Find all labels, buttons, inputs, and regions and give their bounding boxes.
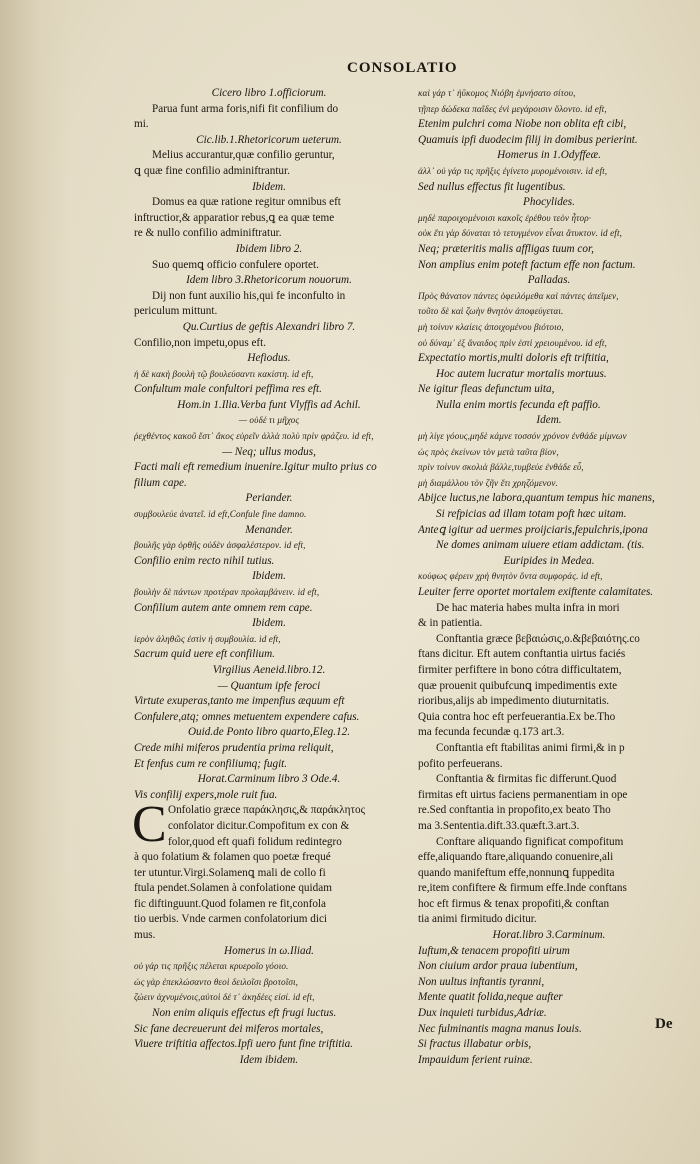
text-line: — Quantum ipfe feroci <box>217 679 321 692</box>
text-line: Non ciuium ardor praua iubentium, <box>418 960 578 973</box>
text-line: Palladas. <box>527 274 571 287</box>
text-line: tia animi firmitudo dicitur. <box>418 913 537 926</box>
text-line: Horat.Carminum libro 3 Ode.4. <box>197 773 341 786</box>
text-line: Virgilius Aeneid.libro.12. <box>212 663 326 676</box>
text-line: firmitas eft uirtus faciens permanentiam in ope <box>418 788 628 801</box>
text-line: τοῦτο δὲ καὶ ζωὴν θνητὸν ἀποφεύγεται. <box>418 306 564 317</box>
text-line: ἱερὸν ἀληθῶς ἐστὶν ἡ συμβουλία. id eft, <box>134 633 281 644</box>
text-line: Conftare aliquando fignificat compofitum <box>436 835 624 848</box>
text-line: Leuiter ferre oportet mortalem exiftente calamitates. <box>418 586 654 598</box>
text-line: Idem ibidem. <box>239 1053 299 1066</box>
text-line: ζώειν ἀχνυμένοις,αὐτοὶ δέ τ᾽ ἀκηδέες εἰσί. id eft, <box>134 992 315 1003</box>
left-column <box>134 86 404 1068</box>
text-line: Ibidem. <box>252 617 286 630</box>
right-column <box>418 86 680 1068</box>
text-line: rioribus,alijs ab impedimento diuturnitatis. <box>418 695 610 708</box>
text-line: Ne domes animam uiuere etiam addictam. (tis. <box>436 539 645 552</box>
text-line: confolator dicitur.Compofitum ex con & <box>168 819 350 832</box>
text-line: Facti mali eft remedium inuenire.Igitur multo prius co <box>134 461 377 474</box>
text-line: Suo quemꝗ officio confulere oportet. <box>152 258 319 271</box>
right-column-lines <box>418 86 680 1068</box>
text-line: Si fractus illabatur orbis, <box>418 1038 532 1051</box>
text-line: Nec fulminantis magna manus Iouis. <box>418 1022 582 1035</box>
text-line: Quia contra hoc eft perfeuerantia.Ex be.Tho <box>418 710 616 723</box>
text-line: Nulla enim mortis fecunda eft paffio. <box>436 398 601 411</box>
text-line: Et fenfus cum re confiliumq; fugit. <box>134 757 288 770</box>
text-line: Non enim aliquis effectus eft frugi luctus. <box>152 1007 337 1020</box>
text-line: Qu.Curtius de geftis Alexandri libro 7. <box>182 320 356 333</box>
text-line: ma 3.Sententia.dift.33.quæft.3.art.3. <box>418 819 580 832</box>
text-line: Ibidem libro 2. <box>235 242 303 255</box>
text-line: μὴ λίγε γόους,μηδὲ κάμνε τοσσόν χρόνον ἐνθάδε μίμνων <box>418 431 627 442</box>
text-line: Dux inquieti turbidus,Adriæ. <box>418 1007 547 1020</box>
text-line: τῇπερ δώδεκα παῖδες ἐνὶ μεγάροισιν ὄλοντο. id eft, <box>418 103 607 114</box>
text-line: quando manifeftum effe,nonnunꝗ fuppedita <box>418 866 615 879</box>
text-line: De hac materia habes multa infra in mori <box>436 601 620 614</box>
text-line: mus. <box>134 929 156 942</box>
text-line: Ibidem. <box>252 570 286 583</box>
text-line: ἀλλ᾽ οὐ γάρ τις πρῆξις ἐγίνετο μυρομένοισιν. id eft, <box>418 165 608 176</box>
text-line: Ne igitur fleas defunctum uita, <box>418 383 555 396</box>
text-line: ftula pendet.Solamen à confolatione quidam <box>134 882 332 895</box>
text-line: Mente quatit folida,neque aufter <box>418 991 563 1004</box>
drop-cap: C <box>132 796 167 854</box>
text-line: Confilio,non impetu,opus eft. <box>134 336 267 349</box>
text-line: Sic fane decreuerunt dei miferos mortales, <box>134 1022 324 1035</box>
text-line: effe,aliquando ftare,aliquando conuenire,ali <box>418 851 614 864</box>
text-line: Non amplius enim poteft factum effe non factum. <box>418 258 636 271</box>
text-line: συμβουλεύε ἀνατεῖ. id eft,Confule fine damno. <box>134 509 307 520</box>
text-line: Periander. <box>245 492 293 505</box>
text-line: Ouid.de Ponto libro quarto,Eleg.12. <box>187 726 351 739</box>
text-line: Homerus in ω.Iliad. <box>224 944 314 957</box>
text-line: Domus ea quæ ratione regitur omnibus eft <box>152 196 341 209</box>
text-line: periculum mittunt. <box>134 305 218 318</box>
text-line: — Neq; ullus modus, <box>222 445 316 458</box>
text-line: Non uultus inftantis tyranni, <box>418 975 545 988</box>
text-line: ἡ δὲ κακὴ βουλὴ τῷ βουλεύσαντι κακίστη. id eft, <box>134 368 314 379</box>
text-line: tio uerbis. Vnde carmen confolatorium dici <box>134 913 328 926</box>
text-line: ftans dicitur. Eft autem conftantia uirtus faciés <box>418 648 626 661</box>
text-line: Menander. <box>245 523 293 536</box>
text-line: Hom.in 1.Ilia.Verba funt Vlyffis ad Achil. <box>177 398 361 411</box>
text-line: Melius accurantur,quæ confilio geruntur, <box>152 149 335 162</box>
text-line: pofito perfeuerans. <box>418 757 503 770</box>
text-line: Parua funt arma foris,nifi fit confilium do <box>152 102 339 115</box>
text-line: Impauidum ferient ruinæ. <box>418 1053 533 1066</box>
text-line: Sed nullus effectus fit lugentibus. <box>418 180 566 193</box>
page-gutter-shadow <box>0 0 70 1164</box>
text-line: Conftantia eft ftabilitas animi firmi,& in p <box>436 741 625 754</box>
left-column-quotes <box>134 850 404 1068</box>
text-line: Ibidem. <box>252 180 286 193</box>
text-line: οὐκ ἔτι γὰρ δύναται τὸ τετυγμένον εἶναι ἄτυκτον. id eft, <box>418 228 623 239</box>
text-line: Hoc autem lucratur mortalis mortuus. <box>436 367 607 380</box>
text-line: mi. <box>134 118 149 131</box>
text-line: fic diftinguunt.Quod folamen re fit,confola <box>134 897 326 910</box>
text-line: Horat.libro 3.Carminum. <box>492 929 606 942</box>
text-line: Hefiodus. <box>247 352 291 365</box>
text-line: Neq; præteritis malis affligas tuum cor, <box>418 242 594 255</box>
text-line: Expectatio mortis,multi doloris eft triftitia, <box>418 352 609 365</box>
text-line: μὴ διαμάλλου τὸν ζῆν ἔτι χρηζόμενον. <box>418 477 558 488</box>
text-line: Confilio enim recto nihil tutius. <box>134 554 275 567</box>
text-line: Confulere,atq; omnes metuentem expendere cafus. <box>134 710 360 723</box>
text-line: Idem libro 3.Rhetoricorum nouorum. <box>186 274 352 287</box>
text-line: re.Sed conftantia in propofito,ex beato Tho <box>418 804 611 817</box>
text-line: hoc eft firmus & tenax propofiti,& conftan <box>418 897 610 910</box>
text-line: Phocylides. <box>523 196 575 209</box>
text-line: οὐ δύναμ᾽ ἐξ ἄναιδος πρὶν ἐστὶ χρειουμένου. id eft, <box>418 337 607 348</box>
text-line: Dij non funt auxilio his,qui fe inconfulto in <box>152 289 346 302</box>
text-line: μὴ τοίνυν κλαίεις ἀποιχομένου βιότοιο, <box>418 321 564 332</box>
running-header: CONSOLATIO <box>347 60 458 76</box>
definition-lines <box>168 803 404 850</box>
text-line: Sacrum quid uere eft confilium. <box>134 648 275 661</box>
text-line: folor,quod eft quafi folidum redintegro <box>168 835 342 848</box>
text-line: Anteꝗ igitur ad uermes proijciaris,fepulchris,ipona <box>418 523 648 536</box>
text-line: re & nullo confilio adminiftratur. <box>134 227 282 240</box>
text-line: Conftantia græce βεβαιώσις,ο.&βεβαιότης.co <box>436 632 640 645</box>
text-line: ὡς πρὸς ἐκείνων τὸν μετὰ ταῦτα βίον, <box>418 446 559 457</box>
text-line: Homerus in 1.Odyffeæ. <box>497 149 601 162</box>
text-line: Cicero libro 1.officiorum. <box>211 87 327 99</box>
text-line: Confilium autem ante omnem rem cape. <box>134 601 313 614</box>
text-line: re,item confiftere & firmum effe.Inde conftans <box>418 882 627 895</box>
text-line: βουλῆς γὰρ ὀρθῆς οὐδὲν ἀσφαλέστερον. id eft, <box>134 540 306 551</box>
text-line: & in patientia. <box>418 617 483 630</box>
left-column-lines <box>134 86 404 803</box>
text-line: à quo folatium & folamen quo poetæ frequé <box>134 851 331 864</box>
text-line: Πρὸς θάνατον πάντες ὀφειλόμεθα καὶ πάντες ἀπεῖμεν, <box>418 290 619 301</box>
text-line: Idem. <box>536 414 562 427</box>
text-line: ὡς γὰρ ἐπεκλώσαντο θεοὶ δειλοῖσι βροτοῖσι, <box>134 976 299 987</box>
text-line: Vis confilij expers,mole ruit fua. <box>134 788 278 801</box>
text-line: Onfolatio græce παράκλησις,& παράκλητος <box>168 804 366 817</box>
text-line: quæ prouenit quibufcunꝗ impedimentis exte <box>418 679 618 692</box>
text-line: οὐ γάρ τις πρῆξις πέλεται κρυεροῖο γόοιο. <box>134 961 289 972</box>
text-line: Confultum male confultori peffima res eft. <box>134 383 322 396</box>
text-line: καὶ γάρ τ᾽ ἠΰκομος Νιόβη ἐμνήσατο σίτου, <box>418 88 576 98</box>
text-line: ter utuntur.Virgi.Solamenꝗ mali de collo fi <box>134 866 326 879</box>
text-line: inftructior,& apparatior rebus,ꝗ ea quæ teme <box>134 211 335 224</box>
text-line: firmiter perfiftere in bono cótra difficultatem, <box>418 663 622 676</box>
text-line: Quamuis ipfi duodecim filij in domibus perierint. <box>418 133 638 146</box>
text-line: ma fecunda fecundæ q.173 art.3. <box>418 726 565 739</box>
text-line: Si refpicias ad illam totam poft hæc uitam. <box>436 508 627 521</box>
text-line: Virtute exuperas,tanto me impenfius æquum eft <box>134 695 345 708</box>
text-line: Iuftum,& tenacem propofiti uirum <box>418 944 570 957</box>
consolatio-definition <box>132 796 404 854</box>
text-line: Cic.lib.1.Rhetoricorum ueterum. <box>196 133 342 146</box>
text-line: Crede mihi miferos prudentia prima reliquit, <box>134 741 334 754</box>
text-line: κούφως φέρειν χρὴ θνητὸν ὄντα συμφοράς. id eft, <box>418 571 603 582</box>
text-line: ῥεχθέντος κακοῦ ἔστ᾽ ἄκος εὑρεῖν ἀλλὰ πολὺ πρὶν φράζευ. id eft, <box>134 431 374 442</box>
text-line: μηδὲ παροιχομένοισι κακοῖς ἐρέθου τεὸν ἦτορ· <box>418 212 592 223</box>
text-line: Conftantia & firmitas fic differunt.Quod <box>436 773 617 786</box>
catchword: De <box>655 1016 673 1032</box>
text-line: Euripides in Medea. <box>503 554 595 567</box>
text-line: πρὶν τοίνυν σκολιὰ βάλλε,τυμβεύε ἐνθάδε εὖ, <box>418 462 584 473</box>
text-line: Viuere triftitia affectos.Ipfi uero funt fine triftitia. <box>134 1038 353 1051</box>
text-line: Abijce luctus,ne labora,quantum tempus hic manens, <box>418 492 655 505</box>
text-line: ꝗ quæ fine confilio adminiftrantur. <box>134 164 290 177</box>
text-line: filium cape. <box>134 476 187 489</box>
text-line: Etenim pulchri coma Niobe non oblita eft cibi, <box>418 118 627 131</box>
text-line: — οὐδέ τι μῆχος <box>238 415 300 426</box>
text-line: βουλὴν δὲ πάντων προτέραν προλαμβάνειν. id eft, <box>134 587 320 597</box>
